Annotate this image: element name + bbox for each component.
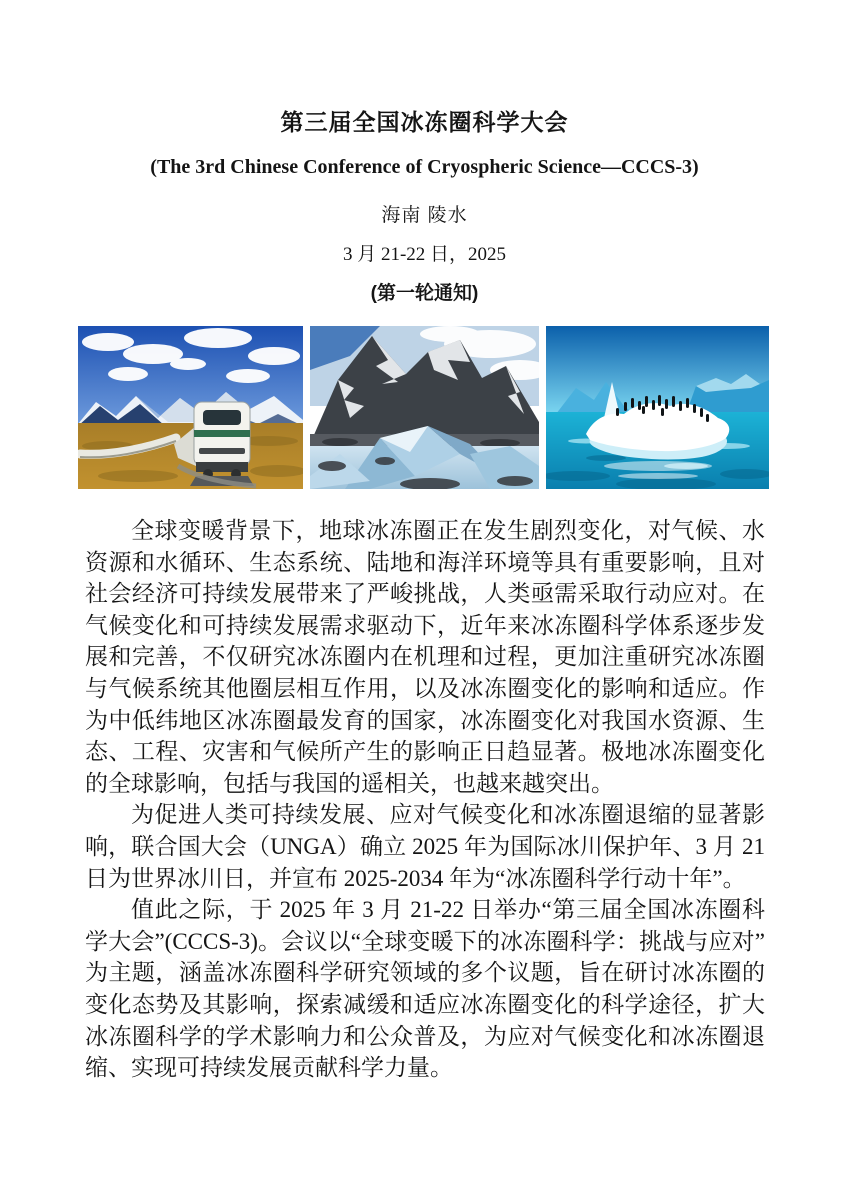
conference-location: 海南 陵水 <box>381 205 468 226</box>
photo-train-plateau <box>78 326 303 489</box>
conference-date: 3 月 21-22 日，2025 <box>342 244 507 265</box>
photo-glacier-mountain <box>310 326 539 489</box>
body-text <box>85 515 765 1084</box>
conference-title-cn: 第三届全国冰冻圈科学大会 <box>280 109 569 135</box>
notice-round-label: (第一轮通知) <box>370 283 479 304</box>
body-paragraph: 全球变暖背景下，地球冰冻圈正在发生剧烈变化，对气候、水资源和水循环、生态系统、陆地和海洋环境等具有重要影响，且对社会经济可持续发展带来了严峻挑战，人类亟需采取行动应对。在气候变化和可持续发展需求驱动下，近年来冰冻圈科学体系逐步发展和完善，不仅研究冰冻圈内在机理和过程，更加注重研究冰冻圈与气候系统其他圈层相互作用，以及冰冻圈变化的影响和适应。作为中低纬地区冰冻圈最发育的国家，冰冻圈变化对我国水资源、生态、工程、灾害和气候所产生的影响正日趋显著。极地冰冻圈变化的全球影响，包括与我国的遥相关，也越来越突出。 <box>85 518 765 796</box>
body-paragraph: 为促进人类可持续发展、应对气候变化和冰冻圈退缩的显著影响，联合国大会（UNGA）确立 2025 年为国际冰川保护年、3 月 21 日为世界冰川日，并宣布 2025-2034 年为“冰冻圈科学行动十年”。 <box>85 802 765 891</box>
body-paragraph: 值此之际，于 2025 年 3 月 21-22 日举办“第三届全国冰冻圈科学大会”(CCCS-3)。会议以“全球变暖下的冰冻圈科学：挑战与应对”为主题，涵盖冰冻圈科学研究领域的多个议题，旨在研讨冰冻圈的变化态势及其影响，探索减缓和适应冰冻圈变化的科学途径，扩大冰冻圈科学的学术影响力和公众普及，为应对气候变化和冰冻圈退缩、实现可持续发展贡献科学力量。 <box>85 897 765 1081</box>
photo-strip <box>0 326 849 489</box>
photo-penguins-iceberg <box>546 326 769 489</box>
conference-title-en: (The 3rd Chinese Conference of Cryospheric Science—CCCS-3) <box>150 156 699 178</box>
